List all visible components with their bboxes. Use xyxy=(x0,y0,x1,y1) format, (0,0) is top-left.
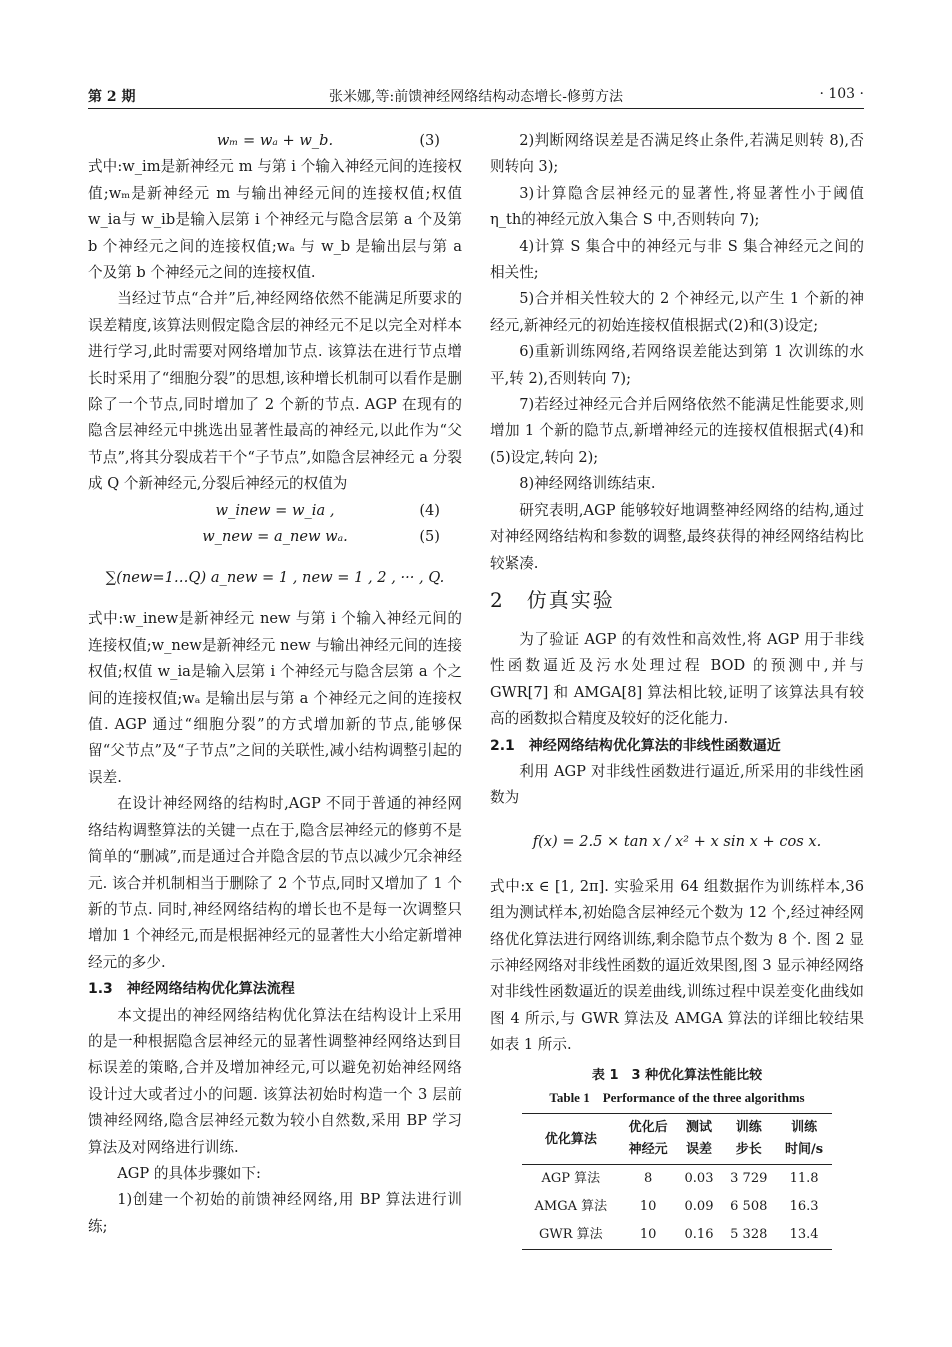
step-item: 6)重新训练网络,若网络误差能达到第 1 次训练的水平,转 2),否则转向 7); xyxy=(490,343,864,387)
paragraph: AGP 的具体步骤如下: xyxy=(117,1164,261,1182)
table-cell: 13.4 xyxy=(776,1221,832,1250)
table-cell: 5 328 xyxy=(721,1221,776,1250)
table-cell: 10 xyxy=(639,1198,657,1214)
paragraph: 研究表明,AGP 能够较好地调整神经网络的结构,通过对神经网络结构和参数的调整,最终获得的神经网络结构比较紧凑. xyxy=(490,501,864,572)
col-header-error: 测试 xyxy=(677,1113,722,1139)
step-item: 8)神经网络训练结束. xyxy=(519,475,656,493)
table-row xyxy=(522,1164,832,1193)
equation-number: (4) xyxy=(419,501,440,519)
paragraph: 本文提出的神经网络结构优化算法在结构设计上采用的是一种根据隐含层神经元的显著性调整神经网络达到目标误差的策略,合并及增加神经元,可以避免初始神经网络设计过大或者过小的问题. 该算法初始时构造一个 3 层前馈神经网络,隐含层神经元数为较小自然数,采用 BP 学习算法及对网络进行训练. xyxy=(88,1006,462,1156)
left-column xyxy=(88,128,462,1240)
table-cell: 16.3 xyxy=(789,1198,819,1214)
issue-label: 第 2 期 xyxy=(88,89,136,105)
step-item: 2)判断网络误差是否满足终止条件,若满足则转 8),否则转向 3); xyxy=(490,132,864,176)
section-heading-1-3: 1.3 神经网络结构优化算法流程 xyxy=(88,981,295,998)
paragraph: 当经过节点“合并”后,神经网络依然不能满足所要求的误差精度,该算法则假定隐含层的神经元不足以完全对样本进行学习,此时需要对网络增加节点. 该算法在进行节点增长时采用了“细胞分裂”的思想,该种增长机制可以看作是删除了一个节点,同时增加了 2 个新的节点. AGP 在现有的隐含层神经元中挑选出显著性最高的神经元,以此作为“父节点”,将其分裂成若干个“子节点”,如隐含层神经元 a 分裂成 Q 个新神经元,分裂后神经元的权值为 xyxy=(88,290,462,493)
table-caption-cn: 表 1 3 种优化算法性能比较 xyxy=(591,1067,763,1083)
section-heading-2: 2 仿真实验 xyxy=(490,587,615,612)
equation-number: (5) xyxy=(419,528,440,546)
table-cell: 0.16 xyxy=(677,1221,722,1250)
col-header-algorithm: 优化算法 xyxy=(522,1113,620,1164)
running-title: 张米娜,等:前馈神经网络结构动态增长-修剪方法 xyxy=(329,89,623,105)
table-row xyxy=(522,1221,832,1250)
table-caption-en: Table 1 Performance of the three algorithms xyxy=(549,1089,805,1105)
paragraph: 为了验证 AGP 的有效性和高效性,将 AGP 用于非线性函数逼近及污水处理过程 BOD 的预测中,并与 GWR[7] 和 AMGA[8] 算法相比较,证明了该算法具有较高的函数拟合精度及较好的泛化能力. xyxy=(490,630,864,728)
col-header-time-2: 时间/s xyxy=(776,1139,832,1165)
table-cell: 8 xyxy=(643,1170,653,1186)
paragraph: 式中:w_inew是新神经元 new 与第 i 个输入神经元间的连接权值;w_new是新神经元 new 与输出神经元间的连接权值;权值 w_ia是输入层第 i 个神经元与隐含层第 a 个之间的连接权值;wₐ 是输出层与第 a 个神经元之间的连接权值. AGP 通过“细胞分裂”的方式增加新的节点,能够保留“父节点”及“子节点”之间的关联性,减小结构调整引起的误差. xyxy=(88,610,462,786)
col-header-steps: 训练 xyxy=(721,1113,776,1139)
table-cell: 0.03 xyxy=(684,1170,714,1186)
equation-3: wₘ = wₐ + w_b. (3) xyxy=(88,128,462,154)
table-cell: 10 xyxy=(620,1221,677,1250)
step-item: 7)若经过神经元合并后网络依然不能满足性能要求,则增加 1 个新的隐节点,新增神经元的连接权值根据式(4)和(5)设定,转向 2); xyxy=(490,396,864,466)
paragraph: 利用 AGP 对非线性函数进行逼近,所采用的非线性函数为 xyxy=(490,762,864,807)
function-formula: f(x) = 2.5 × tan x / x² + x sin x + cos x. xyxy=(532,832,822,850)
table-cell: 11.8 xyxy=(789,1170,819,1186)
paragraph: 在设计神经网络的结构时,AGP 不同于普通的神经网络结构调整算法的关键一点在于,隐含层神经元的修剪不是简单的“删减”,而是通过合并隐含层的节点以减少冗余神经元. 该合并机制相当于删除了 2 个节点,同时又增加了 1 个新的节点. 同时,神经网络结构的增长也不是每一次调整只增加 1 个神经元,而是根据神经元的显著性大小给定新增神经元的多少. xyxy=(88,795,462,971)
col-header-neurons: 优化后 xyxy=(620,1113,677,1139)
section-heading-2-1: 2.1 神经网络结构优化算法的非线性函数逼近 xyxy=(490,737,781,754)
col-header-error-2: 误差 xyxy=(677,1139,722,1165)
col-header-time: 训练 xyxy=(776,1113,832,1139)
right-column xyxy=(490,128,864,1250)
table-cell: 0.09 xyxy=(684,1198,714,1214)
page-header xyxy=(88,86,864,109)
paragraph: 式中:x ∈ [1, 2π]. 实验采用 64 组数据作为训练样本,36 组为测试样本,初始隐含层神经元个数为 12 个,经过神经网络优化算法进行网络训练,剩余隐节点个数为 8 个. 图 2 显示神经网络对非线性函数的逼近效果图,图 3 显示神经网络对非线性函数逼近的误差曲线,训练过程中误差变化曲线如图 4 所示,与 GWR 算法及 AMGA 算法的详细比较结果如表 1 所示. xyxy=(490,877,864,1054)
equation-sum: ∑(new=1…Q) a_new = 1 , new = 1 , 2 , ··· , Q. xyxy=(105,569,445,587)
step-item: 5)合并相关性较大的 2 个神经元,以产生 1 个新的神经元,新神经元的初始连接权值根据式(2)和(3)设定; xyxy=(490,290,864,334)
performance-table xyxy=(522,1113,832,1250)
step-item: 1)创建一个初始的前馈神经网络,用 BP 算法进行训练; xyxy=(88,1191,462,1235)
step-item: 4)计算 S 集合中的神经元与非 S 集合神经元之间的相关性; xyxy=(490,237,864,282)
table-cell: AMGA 算法 xyxy=(534,1198,608,1214)
paragraph: 式中:w_im是新神经元 m 与第 i 个输入神经元间的连接权值;wₘ是新神经元 m 与输出神经元间的连接权值;权值 w_ia与 w_ib是输入层第 i 个神经元与隐含层第 a 个及第 b 个神经元之间的连接权值;wₐ 与 w_b 是输出层与第 a 个及第 b 个神经元之间的连接权值. xyxy=(88,158,462,282)
table-cell: GWR 算法 xyxy=(522,1221,620,1250)
table-cell: 3 729 xyxy=(730,1170,768,1186)
equation-5: w_new = a_new wₐ. (5) xyxy=(88,524,462,550)
table-cell: AGP 算法 xyxy=(541,1170,601,1186)
page-number: · 103 · xyxy=(819,86,864,102)
step-item: 3)计算隐含层神经元的显著性,将显著性小于阈值 η_th的神经元放入集合 S 中,否则转向 7); xyxy=(490,184,864,229)
equation-number: (3) xyxy=(419,132,440,149)
col-header-steps-2: 步长 xyxy=(721,1139,776,1165)
equation-4: w_inew = w_ia , (4) xyxy=(88,498,462,524)
col-header-neurons-2: 神经元 xyxy=(620,1139,677,1165)
table-row xyxy=(522,1193,832,1221)
table-cell: 6 508 xyxy=(730,1198,768,1214)
